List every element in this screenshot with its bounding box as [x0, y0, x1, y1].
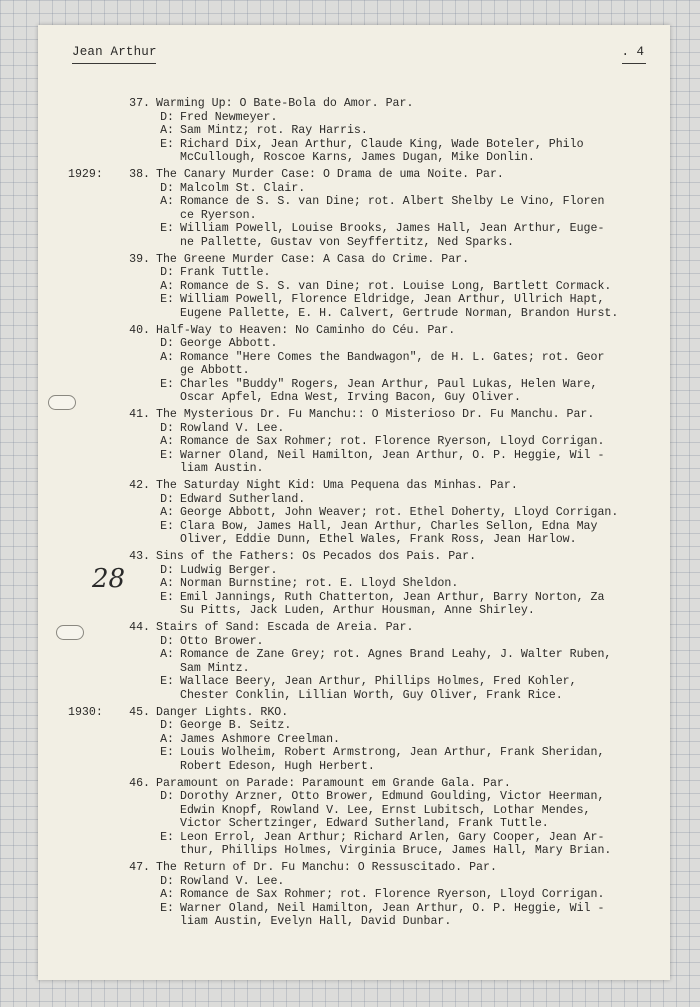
entry-title: Half-Way to Heaven: No Caminho do Céu. Par.	[156, 323, 456, 337]
spacer	[68, 689, 124, 703]
entry-number: 45.	[129, 705, 150, 719]
credit-label	[150, 364, 174, 378]
entry-year: 1930:	[68, 705, 103, 719]
spacer	[124, 138, 150, 152]
spacer	[68, 804, 124, 818]
header-author: Jean Arthur	[72, 45, 157, 59]
entry-year	[68, 861, 124, 875]
credit-label: A:	[160, 124, 174, 138]
entry-title: Warming Up: O Bate-Bola do Amor. Par.	[156, 97, 414, 110]
entry-year	[68, 253, 124, 267]
spacer	[124, 533, 150, 547]
entry-title-line	[68, 97, 668, 111]
entry-title-line	[68, 621, 668, 635]
spacer	[124, 195, 150, 209]
credit-label: E:	[160, 377, 174, 391]
film-entry	[68, 408, 668, 476]
credit-label: D:	[160, 181, 174, 195]
entry-title-line	[68, 408, 668, 422]
spacer	[124, 790, 150, 804]
credit-line	[68, 422, 668, 436]
credit-label: E:	[160, 675, 174, 689]
credit-label: A:	[160, 648, 174, 662]
spacer	[68, 902, 124, 916]
credit-label	[150, 915, 174, 929]
credit-text: George Abbott.	[180, 337, 278, 351]
entry-year	[68, 479, 124, 493]
credit-text: George B. Seitz.	[180, 719, 292, 733]
credit-text: Edwin Knopf, Rowland V. Lee, Ernst Lubitsch, Lothar Mendes,	[180, 803, 591, 817]
spacer	[68, 533, 124, 547]
credit-line	[68, 662, 668, 676]
entry-title-line	[68, 861, 668, 875]
credit-label: A:	[160, 732, 174, 746]
credit-line	[68, 138, 668, 152]
credit-line	[68, 760, 668, 774]
credit-text: Ludwig Berger.	[180, 563, 278, 577]
entry-title-line	[68, 550, 668, 564]
spacer	[124, 817, 150, 831]
spacer	[124, 378, 150, 392]
spacer	[68, 635, 124, 649]
entry-title-line	[68, 168, 668, 182]
spacer	[124, 435, 150, 449]
film-entry	[68, 253, 668, 321]
spacer	[68, 182, 124, 196]
credit-line	[68, 293, 668, 307]
credit-text: William Powell, Louise Brooks, James Hall, Jean Arthur, Euge-	[180, 222, 605, 236]
credit-line	[68, 888, 668, 902]
credit-text: Otto Brower.	[180, 634, 264, 648]
spacer	[68, 888, 124, 902]
credit-label	[150, 817, 174, 831]
credit-label	[150, 151, 174, 165]
entry-year	[68, 408, 124, 422]
entry-number: 42.	[129, 479, 150, 493]
entry-title-line	[68, 706, 668, 720]
film-entry	[68, 479, 668, 547]
entry-title: Paramount on Parade: Paramount em Grande Gala. Par.	[156, 776, 511, 790]
credit-label: E:	[160, 901, 174, 915]
credit-text: Edward Sutherland.	[180, 492, 306, 506]
credit-text: liam Austin.	[180, 462, 264, 476]
spacer	[68, 378, 124, 392]
spacer	[68, 520, 124, 534]
spacer	[68, 266, 124, 280]
credit-text: Oscar Apfel, Edna West, Irving Bacon, Guy Oliver.	[180, 391, 521, 405]
credit-label: E:	[160, 222, 174, 236]
credit-text: Sam Mintz.	[180, 661, 250, 675]
spacer	[68, 831, 124, 845]
credit-label	[150, 236, 174, 250]
credit-text: Richard Dix, Jean Arthur, Claude King, Wade Boteler, Philo	[180, 137, 584, 151]
credit-line	[68, 391, 668, 405]
spacer	[68, 648, 124, 662]
credit-line	[68, 746, 668, 760]
credit-line	[68, 817, 668, 831]
credit-label: D:	[160, 634, 174, 648]
spacer	[124, 280, 150, 294]
credit-text: James Ashmore Creelman.	[180, 732, 341, 746]
credit-text: Rowland V. Lee.	[180, 874, 285, 888]
spacer	[68, 293, 124, 307]
spacer	[68, 280, 124, 294]
credit-line	[68, 209, 668, 223]
credit-text: Wallace Beery, Jean Arthur, Phillips Holmes, Fred Kohler,	[180, 675, 577, 689]
credit-text: liam Austin, Evelyn Hall, David Dunbar.	[180, 915, 452, 929]
spacer	[68, 915, 124, 929]
credit-label	[150, 804, 174, 818]
credit-text: Charles "Buddy" Rogers, Jean Arthur, Paul Lukas, Helen Ware,	[180, 377, 598, 391]
film-entry	[68, 706, 668, 774]
credit-text: Su Pitts, Jack Luden, Arthur Housman, Anne Shirley.	[180, 604, 535, 618]
spacer	[68, 422, 124, 436]
spacer	[124, 875, 150, 889]
spacer	[124, 493, 150, 507]
credit-text: Frank Tuttle.	[180, 266, 271, 280]
spacer	[124, 422, 150, 436]
spacer	[68, 449, 124, 463]
credit-label: E:	[160, 746, 174, 760]
spacer	[124, 222, 150, 236]
entry-number: 41.	[129, 408, 150, 422]
credit-label: A:	[160, 195, 174, 209]
credit-text: Romance de Sax Rohmer; rot. Florence Ryerson, Lloyd Corrigan.	[180, 888, 605, 902]
credit-label: A:	[160, 888, 174, 902]
spacer	[68, 844, 124, 858]
spacer	[68, 307, 124, 321]
credit-label: D:	[160, 266, 174, 280]
spacer	[68, 236, 124, 250]
entry-title-line	[68, 253, 668, 267]
credit-line	[68, 591, 668, 605]
entry-title: The Greene Murder Case: A Casa do Crime. Par.	[156, 252, 470, 266]
credit-text: William Powell, Florence Eldridge, Jean Arthur, Ullrich Hapt,	[180, 293, 605, 307]
film-entry	[68, 550, 668, 618]
spacer	[68, 391, 124, 405]
credit-text: ne Pallette, Gustav von Seyffertitz, Ned Sparks.	[180, 235, 514, 249]
credit-text: Romance de S. S. van Dine; rot. Louise Long, Bartlett Cormack.	[180, 279, 612, 293]
entry-title: Danger Lights. RKO.	[156, 705, 289, 719]
spacer	[124, 719, 150, 733]
spacer	[68, 493, 124, 507]
credit-text: Norman Burnstine; rot. E. Lloyd Sheldon.	[180, 577, 459, 591]
credit-text: Malcolm St. Clair.	[180, 181, 306, 195]
credit-label	[150, 760, 174, 774]
spacer	[124, 662, 150, 676]
credit-line	[68, 915, 668, 929]
filmography-list	[68, 97, 668, 932]
entry-number: 43.	[129, 550, 150, 563]
spacer	[68, 351, 124, 365]
credit-text: Warner Oland, Neil Hamilton, Jean Arthur, O. P. Heggie, Wil -	[180, 901, 605, 915]
credit-line	[68, 280, 668, 294]
entry-title: Stairs of Sand: Escada de Areia. Par.	[156, 620, 414, 634]
entry-year	[68, 324, 124, 338]
spacer	[68, 195, 124, 209]
entry-number: 47.	[129, 861, 150, 875]
credit-line	[68, 844, 668, 858]
spacer	[124, 635, 150, 649]
credit-label: E:	[160, 519, 174, 533]
page-number: . 4	[621, 45, 644, 59]
credit-line	[68, 151, 668, 165]
credit-line	[68, 733, 668, 747]
spacer	[68, 733, 124, 747]
credit-text: Sam Mintz; rot. Ray Harris.	[180, 124, 368, 138]
credit-text: Eugene Pallette, E. H. Calvert, Gertrude Norman, Brandon Hurst.	[180, 306, 619, 320]
entry-number: 46.	[129, 776, 150, 790]
spacer	[68, 462, 124, 476]
spacer	[124, 915, 150, 929]
credit-line	[68, 648, 668, 662]
credit-label	[150, 209, 174, 223]
credit-line	[68, 831, 668, 845]
header-underline	[72, 63, 156, 64]
spacer	[68, 435, 124, 449]
credit-line	[68, 675, 668, 689]
credit-label: D:	[160, 492, 174, 506]
entry-number: 37.	[129, 97, 150, 110]
credit-line	[68, 182, 668, 196]
credit-label: E:	[160, 137, 174, 151]
credit-text: Oliver, Eddie Dunn, Ethel Wales, Frank Ross, Jean Harlow.	[180, 533, 577, 547]
credit-line	[68, 719, 668, 733]
credit-text: Romance de Sax Rohmer; rot. Florence Ryerson, Lloyd Corrigan.	[180, 435, 605, 449]
credit-label: D:	[160, 421, 174, 435]
film-entry	[68, 621, 668, 703]
credit-line	[68, 337, 668, 351]
credit-label	[150, 307, 174, 321]
spacer	[124, 760, 150, 774]
spacer	[68, 209, 124, 223]
credit-line	[68, 520, 668, 534]
entry-year: 1929:	[68, 167, 103, 181]
credit-label: E:	[160, 590, 174, 604]
credit-line	[68, 875, 668, 889]
credit-label	[150, 462, 174, 476]
spacer	[68, 124, 124, 138]
credit-line	[68, 378, 668, 392]
credit-text: Louis Wolheim, Robert Armstrong, Jean Arthur, Frank Sheridan,	[180, 746, 605, 760]
spacer	[124, 604, 150, 618]
credit-label	[150, 533, 174, 547]
credit-line	[68, 266, 668, 280]
credit-line	[68, 222, 668, 236]
credit-text: Chester Conklin, Lillian Worth, Guy Oliver, Frank Rice.	[180, 688, 563, 702]
spacer	[68, 817, 124, 831]
credit-line	[68, 577, 668, 591]
spacer	[124, 209, 150, 223]
spacer	[124, 151, 150, 165]
credit-line	[68, 364, 668, 378]
credit-text: Romance de Zane Grey; rot. Agnes Brand Leahy, J. Walter Ruben,	[180, 648, 612, 662]
document-page	[38, 25, 670, 980]
entry-number: 44.	[129, 620, 150, 634]
spacer	[68, 875, 124, 889]
entry-year	[68, 97, 124, 111]
entry-title: The Mysterious Dr. Fu Manchu:: O Misterioso Dr. Fu Manchu. Par.	[156, 408, 595, 422]
credit-label	[150, 604, 174, 618]
credit-text: Victor Schertzinger, Edward Sutherland, Frank Tuttle.	[180, 817, 549, 831]
credit-text: Romance "Here Comes the Bandwagon", de H. L. Gates; rot. Geor	[180, 350, 605, 364]
credit-line	[68, 689, 668, 703]
credit-label: A:	[160, 279, 174, 293]
credit-line	[68, 462, 668, 476]
spacer	[124, 337, 150, 351]
spacer	[124, 307, 150, 321]
spacer	[124, 391, 150, 405]
entry-year	[68, 621, 124, 635]
spacer	[68, 790, 124, 804]
entry-year	[68, 550, 124, 564]
entry-title: The Saturday Night Kid: Uma Pequena das Minhas. Par.	[156, 479, 518, 493]
credit-text: Dorothy Arzner, Otto Brower, Edmund Goulding, Victor Heerman,	[180, 790, 605, 804]
credit-line	[68, 493, 668, 507]
credit-label: D:	[160, 874, 174, 888]
spacer	[124, 293, 150, 307]
entry-year	[68, 777, 124, 791]
spacer	[124, 449, 150, 463]
spacer	[68, 675, 124, 689]
spacer	[124, 351, 150, 365]
credit-line	[68, 635, 668, 649]
spacer	[124, 266, 150, 280]
film-entry	[68, 324, 668, 406]
credit-line	[68, 449, 668, 463]
credit-line	[68, 564, 668, 578]
credit-text: Rowland V. Lee.	[180, 421, 285, 435]
spacer	[68, 364, 124, 378]
spacer	[68, 746, 124, 760]
spacer	[124, 675, 150, 689]
film-entry	[68, 97, 668, 165]
credit-label: A:	[160, 506, 174, 520]
spacer	[124, 844, 150, 858]
credit-line	[68, 307, 668, 321]
spacer	[68, 760, 124, 774]
credit-line	[68, 435, 668, 449]
spacer	[124, 564, 150, 578]
spacer	[124, 111, 150, 125]
spacer	[124, 733, 150, 747]
entry-title-line	[68, 324, 668, 338]
credit-label: D:	[160, 790, 174, 804]
entry-number: 40.	[129, 323, 150, 337]
spacer	[124, 520, 150, 534]
credit-text: ge Abbott.	[180, 364, 250, 378]
spacer	[124, 591, 150, 605]
spacer	[68, 222, 124, 236]
credit-label: E:	[160, 830, 174, 844]
spacer	[124, 364, 150, 378]
spacer	[68, 138, 124, 152]
page-number-underline	[622, 63, 646, 64]
film-entry	[68, 777, 668, 859]
credit-label: E:	[160, 293, 174, 307]
entry-title-line	[68, 777, 668, 791]
film-entry	[68, 168, 668, 250]
credit-text: McCullough, Roscoe Karns, James Dugan, Mike Donlin.	[180, 151, 535, 165]
credit-text: ce Ryerson.	[180, 208, 257, 222]
spacer	[124, 902, 150, 916]
credit-label	[150, 844, 174, 858]
credit-label: A:	[160, 350, 174, 364]
credit-line	[68, 506, 668, 520]
credit-label: D:	[160, 337, 174, 351]
credit-line	[68, 351, 668, 365]
spacer	[124, 746, 150, 760]
spacer	[124, 648, 150, 662]
spacer	[68, 111, 124, 125]
credit-text: George Abbott, John Weaver; rot. Ethel Doherty, Lloyd Corrigan.	[180, 506, 619, 520]
credit-line	[68, 902, 668, 916]
film-entry	[68, 861, 668, 929]
credit-label: A:	[160, 435, 174, 449]
entry-title-line	[68, 479, 668, 493]
credit-line	[68, 790, 668, 804]
credit-text: Warner Oland, Neil Hamilton, Jean Arthur, O. P. Heggie, Wil -	[180, 448, 605, 462]
spacer	[124, 577, 150, 591]
spacer	[124, 689, 150, 703]
credit-label: A:	[160, 577, 174, 591]
handwritten-note: 28	[92, 564, 126, 594]
spacer	[124, 462, 150, 476]
credit-label: D:	[160, 563, 174, 577]
spacer	[68, 151, 124, 165]
spacer	[124, 506, 150, 520]
credit-label	[150, 689, 174, 703]
spacer	[68, 337, 124, 351]
credit-text: Clara Bow, James Hall, Jean Arthur, Charles Sellon, Edna May	[180, 519, 598, 533]
spacer	[68, 604, 124, 618]
credit-label	[150, 391, 174, 405]
credit-label: D:	[160, 110, 174, 124]
credit-line	[68, 195, 668, 209]
credit-line	[68, 533, 668, 547]
credit-line	[68, 804, 668, 818]
entry-title: The Canary Murder Case: O Drama de uma Noite. Par.	[156, 167, 504, 181]
spacer	[68, 719, 124, 733]
spacer	[68, 662, 124, 676]
credit-text: Leon Errol, Jean Arthur; Richard Arlen, Gary Cooper, Jean Ar-	[180, 830, 605, 844]
spacer	[124, 804, 150, 818]
spacer	[124, 182, 150, 196]
spacer	[124, 888, 150, 902]
credit-line	[68, 236, 668, 250]
entry-number: 38.	[129, 167, 150, 181]
entry-title: The Return of Dr. Fu Manchu: O Ressuscitado. Par.	[156, 861, 497, 875]
credit-text: Robert Edeson, Hugh Herbert.	[180, 759, 375, 773]
spacer	[124, 124, 150, 138]
credit-text: thur, Phillips Holmes, Virginia Bruce, James Hall, Mary Brian.	[180, 844, 612, 858]
spacer	[124, 831, 150, 845]
entry-number: 39.	[129, 252, 150, 266]
credit-line	[68, 124, 668, 138]
credit-label: E:	[160, 448, 174, 462]
credit-label	[150, 662, 174, 676]
entry-title: Sins of the Fathers: Os Pecados dos Pais. Par.	[156, 550, 477, 563]
credit-line	[68, 111, 668, 125]
spacer	[68, 506, 124, 520]
credit-text: Emil Jannings, Ruth Chatterton, Jean Arthur, Barry Norton, Za	[180, 590, 605, 604]
credit-label: D:	[160, 719, 174, 733]
credit-text: Romance de S. S. van Dine; rot. Albert Shelby Le Vino, Floren	[180, 195, 605, 209]
credit-line	[68, 604, 668, 618]
spacer	[124, 236, 150, 250]
credit-text: Fred Newmeyer.	[180, 110, 278, 124]
